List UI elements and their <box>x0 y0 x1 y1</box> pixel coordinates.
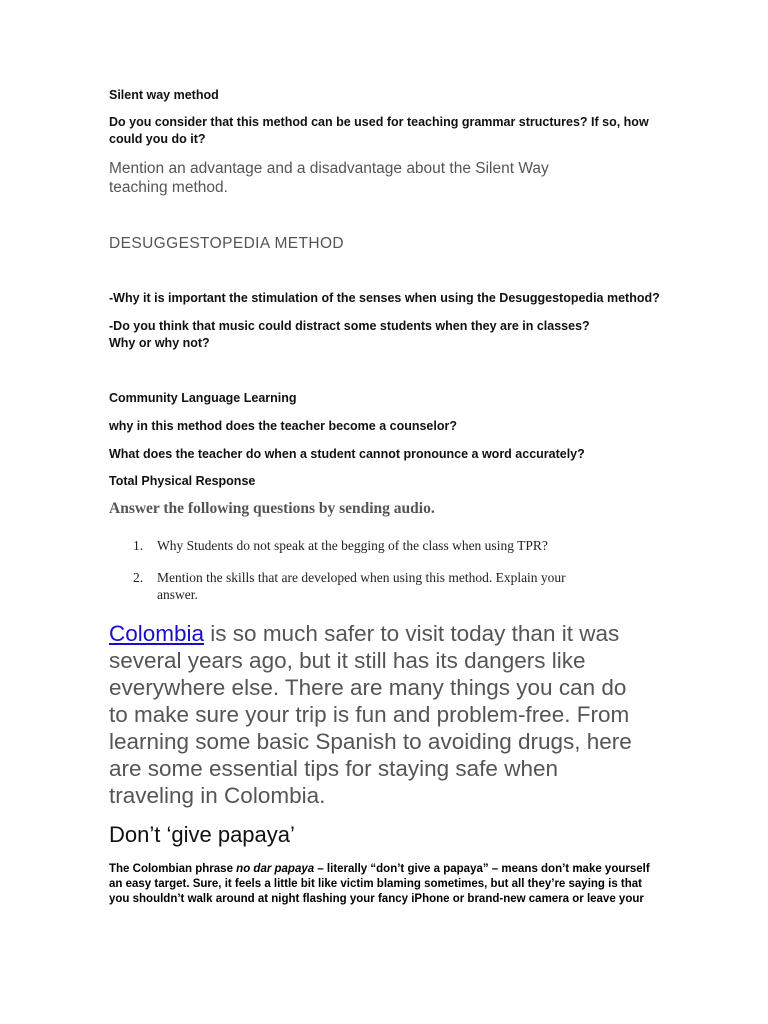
colombia-line-1: is so much safer to visit today than it was <box>204 621 620 646</box>
silent-way-question-2-line-1: Mention an advantage and a disadvantage about the Silent Way <box>109 160 549 177</box>
community-question-1: why in this method does the teacher become a counselor? <box>109 419 457 433</box>
list-item-text-line-1: Mention the skills that are developed when using this method. Explain your <box>157 570 566 585</box>
papaya-line-2: an easy target. Sure, it feels a little bit like victim blaming sometimes, but all they’re saying is that <box>109 878 643 890</box>
list-item-number: 1. <box>133 538 144 553</box>
list-item-text <box>157 569 637 603</box>
papaya-rest-line-1: – literally “don’t give a papaya” – means don’t make yourself <box>314 863 650 875</box>
tpr-instruction: Answer the following questions by sending audio. <box>109 500 435 517</box>
desuggestopedia-title: DESUGGESTOPEDIA METHOD <box>109 235 345 252</box>
silent-way-question-1-line-1: Do you consider that this method can be used for teaching grammar structures? If so, how <box>109 115 649 129</box>
papaya-paragraph <box>109 862 669 907</box>
silent-way-question-1-line-2: could you do it? <box>109 132 206 146</box>
silent-way-title: Silent way method <box>109 88 219 102</box>
papaya-line-3: you shouldn’t walk around at night flashing your fancy iPhone or brand-new camera or leave your <box>109 893 644 905</box>
desuggestopedia-question-2-line-1: -Do you think that music could distract some students when they are in classes? <box>109 319 590 333</box>
colombia-line-5: learning some basic Spanish to avoiding drugs, here <box>109 729 632 754</box>
silent-way-question-1 <box>109 114 669 148</box>
silent-way-question-2-line-2: teaching method. <box>109 179 228 196</box>
colombia-line-3: everywhere else. There are many things you can do <box>109 675 627 700</box>
list-item-number: 2. <box>133 570 144 585</box>
colombia-link[interactable]: Colombia <box>109 621 205 646</box>
desuggestopedia-question-2 <box>109 318 669 352</box>
list-item-text-line-2: answer. <box>157 587 198 602</box>
community-title: Community Language Learning <box>109 391 297 405</box>
colombia-line-7: traveling in Colombia. <box>109 783 326 808</box>
papaya-italic-phrase: no dar papaya <box>236 863 315 875</box>
silent-way-question-2 <box>109 159 669 197</box>
tpr-title: Total Physical Response <box>109 474 256 488</box>
colombia-paragraph <box>109 620 669 809</box>
list-item-text: Why Students do not speak at the begging of the class when using TPR? <box>157 538 548 553</box>
papaya-intro: The Colombian phrase <box>109 863 237 875</box>
desuggestopedia-question-1: -Why it is important the stimulation of the senses when using the Desuggestopedia method? <box>109 291 660 305</box>
community-question-2: What does the teacher do when a student cannot pronounce a word accurately? <box>109 447 585 461</box>
papaya-heading: Don’t ‘give papaya’ <box>109 822 295 847</box>
colombia-line-6: are some essential tips for staying safe when <box>109 756 558 781</box>
colombia-line-2: several years ago, but it still has its dangers like <box>109 648 586 673</box>
desuggestopedia-question-2-line-2: Why or why not? <box>109 336 210 350</box>
colombia-line-4: to make sure your trip is fun and problem-free. From <box>109 702 630 727</box>
